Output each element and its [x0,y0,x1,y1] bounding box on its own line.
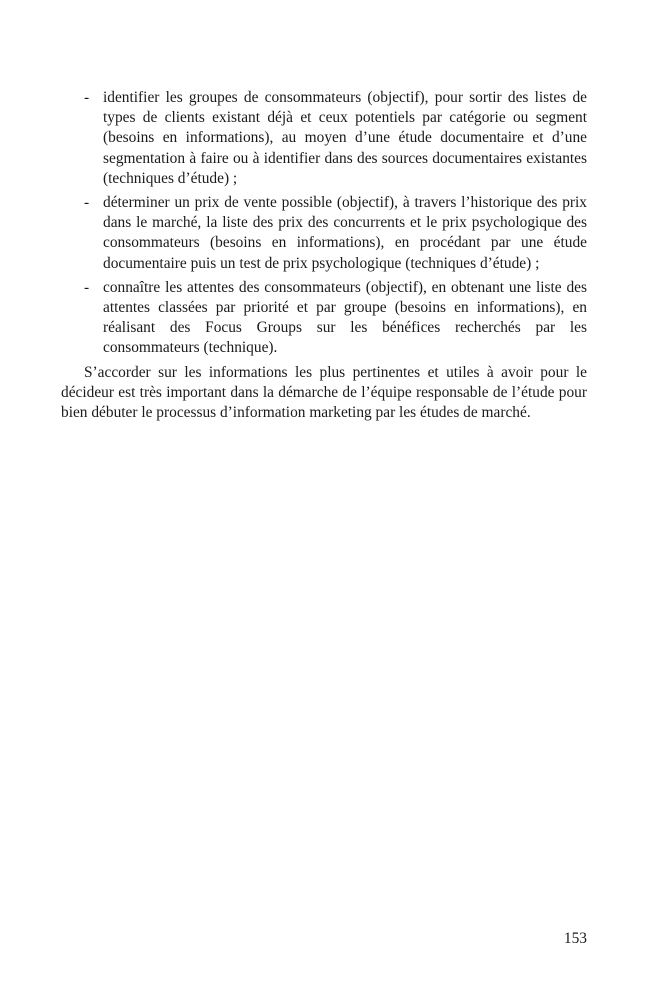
list-item-text: déterminer un prix de vente possible (objectif), à travers l’historique des prix dans le marché, la liste des prix des concurrents et le prix psychologique des consommateurs (besoins en informations), en procédant par une étude documentaire puis un test de prix psychologique (techniques d’étude) ; [103,194,587,272]
bullet-list [61,88,587,359]
list-item-text: identifier les groupes de consommateurs (objectif), pour sortir des listes de types de clients existant déjà et ceux potentiels par catégorie ou segment (besoins en informations), au moyen d’une étude documentaire et d’une segmentation à faire ou à identifier dans des sources documentaires existantes (techniques d’étude) ; [103,89,587,187]
list-item [61,193,587,274]
page-body [61,88,587,423]
bullet-marker: - [84,278,90,296]
bullet-marker: - [84,89,90,106]
body-paragraph: S’accorder sur les informations les plus pertinentes et utiles à avoir pour le décideur est très important dans la démarche de l’équipe responsable de l’étude pour bien débuter le processus d’information marketing par les études de marché. [61,363,587,422]
page-number: 153 [563,930,587,947]
list-item [61,278,587,359]
bullet-marker: - [84,194,90,212]
list-item-text: connaître les attentes des consommateurs (objectif), en obtenant une liste des attentes classées par priorité et par groupe (besoins en informations), en réalisant des Focus Groups sur les bénéfices recherchés par les consommateurs (technique). [103,278,587,357]
list-item [61,88,587,189]
